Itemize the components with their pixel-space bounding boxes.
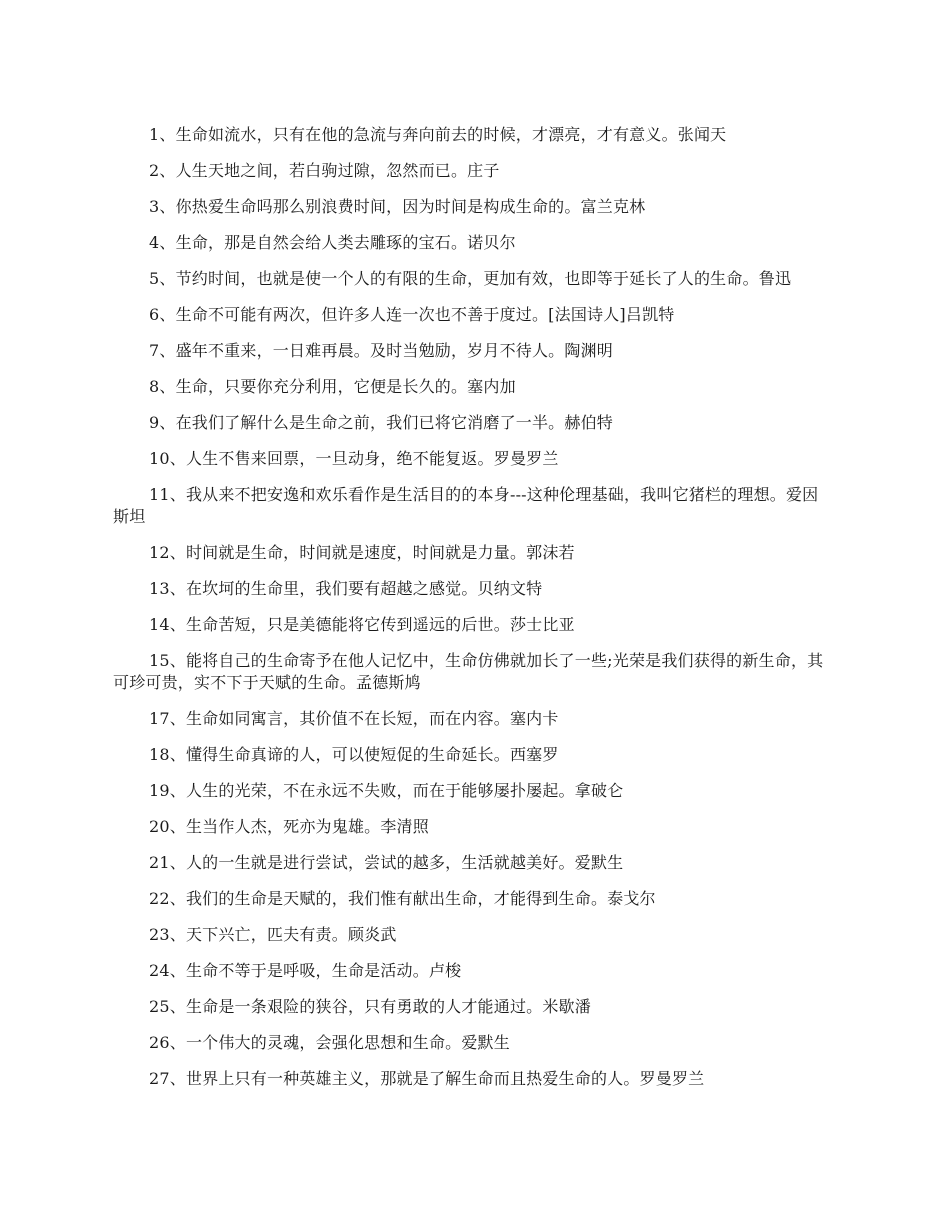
quote-paragraph: 3、你热爱生命吗那么别浪费时间，因为时间是构成生命的。富兰克林 <box>149 197 646 216</box>
quote-paragraph: 7、盛年不重来，一日难再晨。及时当勉励，岁月不待人。陶渊明 <box>149 341 613 360</box>
quote-paragraph: 18、懂得生命真谛的人，可以使短促的生命延长。西塞罗 <box>149 745 559 764</box>
quote-paragraph: 4、生命，那是自然会给人类去雕琢的宝石。诺贝尔 <box>149 233 516 252</box>
quote-paragraph: 23、天下兴亡，匹夫有责。顾炎武 <box>149 925 397 944</box>
quote-paragraph: 15、能将自己的生命寄予在他人记忆中，生命仿佛就加长了一些;光荣是我们获得的新生命，其可珍可贵，实不下于天赋的生命。孟德斯鸠 <box>113 651 824 692</box>
quote-list <box>113 124 833 1104</box>
quote-paragraph: 19、人生的光荣，不在永远不失败，而在于能够屡扑屡起。拿破仑 <box>149 781 624 800</box>
quote-paragraph: 1、生命如流水，只有在他的急流与奔向前去的时候，才漂亮，才有意义。张闻天 <box>149 125 727 144</box>
quote-paragraph: 12、时间就是生命，时间就是速度，时间就是力量。郭沫若 <box>149 543 575 562</box>
quote-paragraph: 5、节约时间，也就是使一个人的有限的生命，更加有效，也即等于延长了人的生命。鲁迅 <box>149 269 792 288</box>
quote-paragraph: 9、在我们了解什么是生命之前，我们已将它消磨了一半。赫伯特 <box>149 413 613 432</box>
quote-paragraph: 13、在坎坷的生命里，我们要有超越之感觉。贝纳文特 <box>149 579 543 598</box>
quote-paragraph: 6、生命不可能有两次，但许多人连一次也不善于度过。[法国诗人]吕凯特 <box>149 305 675 324</box>
quote-paragraph: 22、我们的生命是天赋的，我们惟有献出生命，才能得到生命。泰戈尔 <box>149 889 656 908</box>
quote-paragraph: 17、生命如同寓言，其价值不在长短，而在内容。塞内卡 <box>149 709 559 728</box>
quote-paragraph: 20、生当作人杰，死亦为鬼雄。李清照 <box>149 817 429 836</box>
quote-paragraph: 14、生命苦短，只是美德能将它传到遥远的后世。莎士比亚 <box>149 615 575 634</box>
quote-paragraph: 26、一个伟大的灵魂，会强化思想和生命。爱默生 <box>149 1033 510 1052</box>
quote-paragraph: 25、生命是一条艰险的狭谷，只有勇敢的人才能通过。米歇潘 <box>149 997 591 1016</box>
quote-paragraph: 10、人生不售来回票，一旦动身，绝不能复返。罗曼罗兰 <box>149 449 559 468</box>
quote-paragraph: 11、我从来不把安逸和欢乐看作是生活目的的本身---这种伦理基础，我叫它猪栏的理想。爱因斯坦 <box>113 485 819 526</box>
quote-paragraph: 24、生命不等于是呼吸，生命是活动。卢梭 <box>149 961 462 980</box>
quote-paragraph: 2、人生天地之间，若白驹过隙，忽然而已。庄子 <box>149 161 500 180</box>
quote-paragraph: 8、生命，只要你充分利用，它便是长久的。塞内加 <box>149 377 516 396</box>
quote-paragraph: 21、人的一生就是进行尝试，尝试的越多，生活就越美好。爱默生 <box>149 853 624 872</box>
quote-paragraph: 27、世界上只有一种英雄主义，那就是了解生命而且热爱生命的人。罗曼罗兰 <box>149 1069 705 1088</box>
